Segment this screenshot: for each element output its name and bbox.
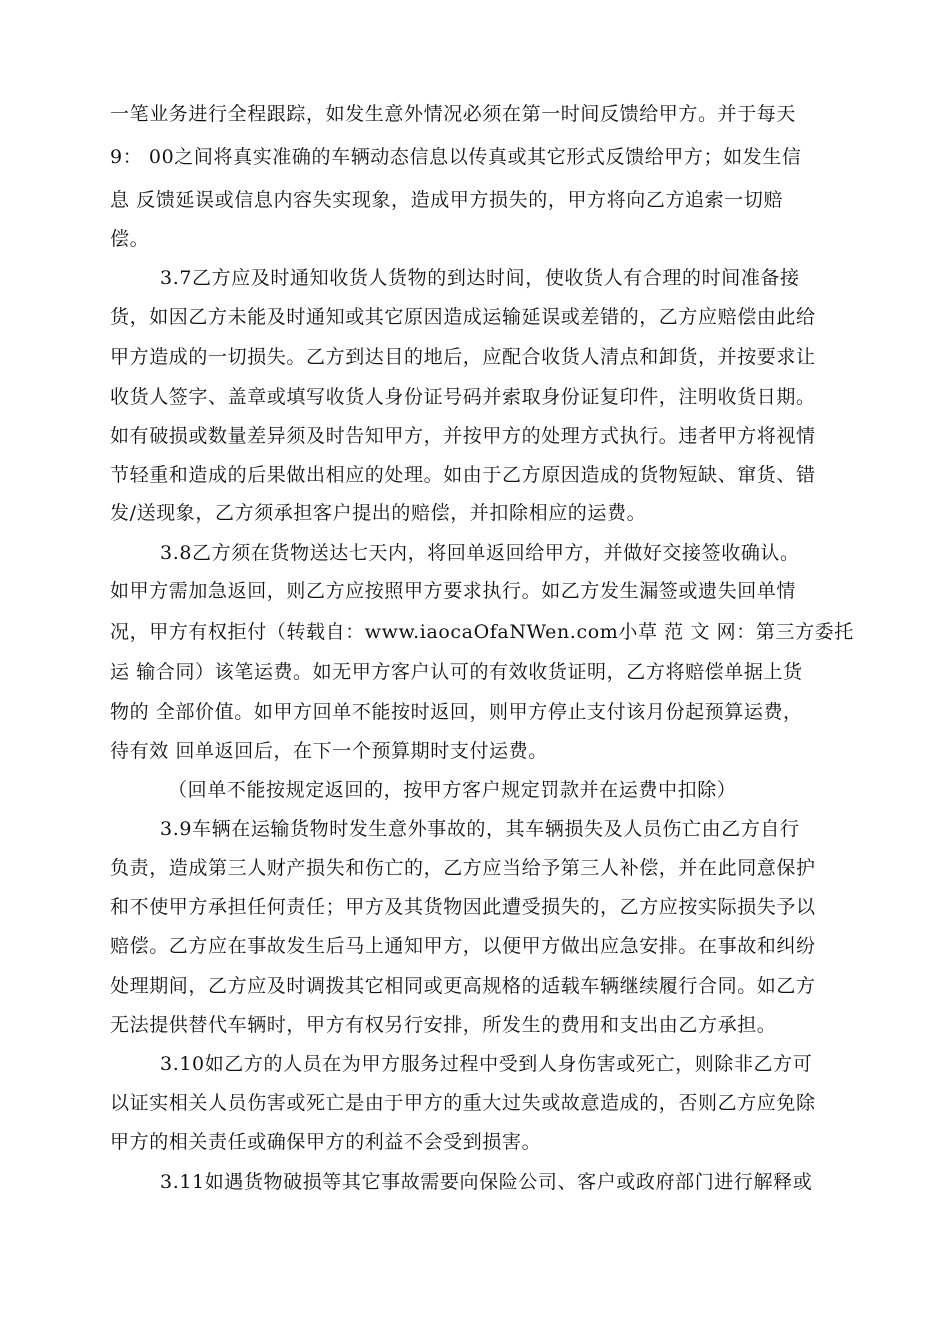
text-line: 息 反馈延误或信息内容失实现象，造成甲方损失的，甲方将向乙方追索一切赔 bbox=[110, 189, 784, 211]
text-line: 待有效 回单返回后，在下一个预算期时支付运费。 bbox=[110, 740, 548, 762]
text-line: 况，甲方有权拒付（转载自：www.iaocaOfaNWen.com小草 范 文 网：第三方委托 bbox=[110, 621, 854, 643]
text-line: 3.10如乙方的人员在为甲方服务过程中受到人身伤害或死亡，则除非乙方可 bbox=[160, 1053, 813, 1075]
text-line: 发/送现象，乙方须承担客户提出的赔偿，并扣除相应的运费。 bbox=[110, 502, 647, 524]
text-line: 收货人签字、盖章或填写收货人身份证号码并索取身份证复印件，注明收货日期。 bbox=[110, 386, 816, 408]
text-line: 3.7乙方应及时通知收货人货物的到达时间，使收货人有合理的时间准备接 bbox=[160, 267, 800, 289]
text-line: 以证实相关人员伤害或死亡是由于甲方的重大过失或故意造成的，否则乙方应免除 bbox=[110, 1092, 816, 1114]
text-line: 甲方造成的一切损失。乙方到达目的地后，应配合收货人清点和卸货，并按要求让 bbox=[110, 346, 816, 368]
text-line: 偿。 bbox=[110, 228, 150, 250]
text-line: 如甲方需加急返回，则乙方应按照甲方要求执行。如乙方发生漏签或遗失回单情 bbox=[110, 580, 797, 602]
text-line: 和不使甲方承担任何责任；甲方及其货物因此遭受损失的，乙方应按实际损失予以 bbox=[110, 896, 816, 918]
text-line: 运 输合同）该笔运费。如无甲方客户认可的有效收货证明，乙方将赔偿单据上货 bbox=[110, 661, 803, 683]
text-line: 负责，造成第三人财产损失和伤亡的，乙方应当给予第三人补偿，并在此同意保护 bbox=[110, 857, 816, 879]
text-line: （回单不能按规定返回的，按甲方客户规定罚款并在运费中扣除） bbox=[168, 779, 737, 801]
text-line: 9： 00之间将真实准确的车辆动态信息以传真或其它形式反馈给甲方；如发生信 bbox=[110, 146, 802, 168]
text-line: 处理期间，乙方应及时调拨其它相同或更高规格的适载车辆继续履行合同。如乙方 bbox=[110, 975, 816, 997]
text-line: 如有破损或数量差异须及时告知甲方，并按甲方的处理方式执行。违者甲方将视情 bbox=[110, 425, 816, 447]
text-line: 甲方的相关责任或确保甲方的利益不会受到损害。 bbox=[110, 1131, 542, 1153]
text-line: 货，如因乙方未能及时通知或其它原因造成运输延误或差错的，乙方应赔偿由此给 bbox=[110, 306, 816, 328]
text-line: 赔偿。乙方应在事故发生后马上通知甲方，以便甲方做出应急安排。在事故和纠纷 bbox=[110, 935, 816, 957]
text-line: 节轻重和造成的后果做出相应的处理。如由于乙方原因造成的货物短缺、窜货、错 bbox=[110, 464, 816, 486]
text-line: 3.8乙方须在货物送达七天内，将回单返回给甲方，并做好交接签收确认。 bbox=[160, 542, 800, 564]
text-line: 3.9车辆在运输货物时发生意外事故的，其车辆损失及人员伤亡由乙方自行 bbox=[160, 818, 800, 840]
text-line: 3.11如遇货物破损等其它事故需要向保险公司、客户或政府部门进行解释或 bbox=[160, 1171, 813, 1193]
text-line: 物的 全部价值。如甲方回单不能按时返回，则甲方停止支付该月份起预算运费， bbox=[110, 701, 803, 723]
text-line: 一笔业务进行全程跟踪，如发生意外情况必须在第一时间反馈给甲方。并于每天 bbox=[110, 103, 797, 125]
text-line: 无法提供替代车辆时，甲方有权另行安排，所发生的费用和支出由乙方承担。 bbox=[110, 1014, 777, 1036]
